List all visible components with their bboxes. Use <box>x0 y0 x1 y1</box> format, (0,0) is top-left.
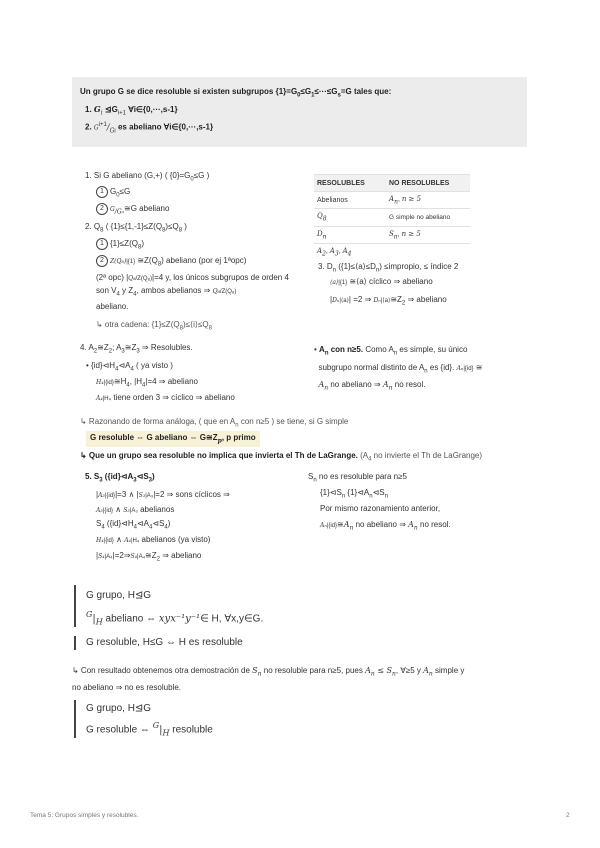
callout-1-line-2: $^G|_H$ abeliano ⇔ xyx⁻¹y⁻¹∈ H, ∀x,y∈G. <box>86 610 264 627</box>
callout-bar <box>74 700 76 738</box>
middle-highlight: G resoluble ⇔ G abeliano ⇔ $G≅Z_p$, p primo <box>86 431 260 447</box>
table-header: NO RESOLUBLES <box>386 175 470 192</box>
table-row: Abelianos $A_n$, n ≥ 5 <box>314 192 470 209</box>
left-item-2a: 1 $\{1\}\le Z(Q_8)$ <box>96 238 144 251</box>
left-item-1a: 1 $G_0\le G$ <box>96 186 130 199</box>
five-title: 5. $S_3$ $(\{id\}⊲A_3⊲S_3)$ <box>85 472 155 484</box>
definition-intro: Un grupo G se dice resoluble si existen subgrupos $\{1\}=G_0\le G_1\le\cdot\cdot\cdot\le G_s=G$ tales que: <box>80 87 392 99</box>
table-row: $Q_8$ G simple no abeliano <box>314 209 470 226</box>
left-item-4b: $H_4|\{id\}≅H_4$, $|H_4|=4$ ⇒ abeliano <box>96 377 198 389</box>
circle-two-icon: 2 <box>96 203 108 215</box>
left-item-2: 2. $Q_8$ ( $\{1\}\le\{1,-1\}\le Z(Q_8)\le Q_8$ ) <box>85 222 187 234</box>
callout-bar <box>74 585 76 627</box>
right-item-3b: |Dₙ|⟨a⟩| =2 ⇒ $D_n|⟨a⟩≅Z_2$ ⇒ abeliano <box>330 295 447 307</box>
middle-line-3: ↳ Que un grupo sea resoluble no implica que invierta el Th de LaGrange. ($A_4$ no invierte el Th de LaGrange) <box>80 451 483 463</box>
middle-line-1: ↳ Razonando de forma análoga, ( que en $A_n$ con n≥5 ) se tiene, si G simple <box>80 417 349 429</box>
resolubles-table <box>314 174 470 261</box>
definition-item-1: 1. $G_i$ $⊴G_{i+1}$ ∀i∈{0,···,s-1} <box>85 104 178 117</box>
left-item-2b: 2 Z(Q₈)|{1} $≅Z(Q_8)$ abeliano (por ej 1ªopc) <box>96 255 246 268</box>
sn-line-1: $S_n$ no es resoluble para n≥5 <box>308 472 407 484</box>
callout-4-line-2: G resoluble ⇔ $^G|_H$ resoluble <box>86 721 213 738</box>
left-item-2d: ↳ otra cadena: $\{1\}\le Z(Q_8)\le⟨i⟩\le Q_8$ <box>96 320 212 332</box>
circle-one-icon: 1 <box>96 238 108 250</box>
table-row: $D_n$ $S_n$, n ≥ 5 <box>314 226 470 243</box>
footer-title: Tema 5: Grupos simples y resolubles. <box>30 812 139 819</box>
left-item-1b: 2 $G_{/G_0}≅G$ abeliano <box>96 203 169 216</box>
sn-line-2: $\{1\}⊲S_n$ $\{1\}⊲A_n⊲S_n$ <box>320 488 388 500</box>
left-item-4c: A₄|H₄ tiene orden 3 ⇒ cíclico ⇒ abeliano <box>96 393 235 402</box>
five-line-d: $|S_4|A_4|=2\Rightarrow S_4|A_4≅Z_2$ ⇒ abeliano <box>96 551 202 563</box>
left-item-4: 4. $A_2≅Z_2$; $A_3≅Z_3$ ⇒ Resolubles. <box>80 343 193 355</box>
table-row: $A_2$, $A_3$, $A_4$ <box>314 244 470 261</box>
callout-4-line-1: G grupo, H⊴G <box>86 703 152 714</box>
callout-bar <box>74 636 76 650</box>
left-item-4a: • $\{id\}⊲H_4⊲A_4$ ( ya visto ) <box>86 361 173 373</box>
circle-two-icon: 2 <box>96 255 108 267</box>
left-item-1: 1. Si G abeliano (G,+) ( $\{0\}=G_0\le G$ ) <box>85 171 210 183</box>
right-an-block: • $A_n$ con n≥5. Como $A_n$ es simple, su único subgrupo normal distinto de $A_n$ es {id}. Aₙ|{id} ≅ $A_n$ no abeliano ⇒ $A_n$ no resol. <box>314 345 483 392</box>
sn-line-3: Por mismo razonamiento anterior, <box>320 504 441 513</box>
circle-one-icon: 1 <box>96 186 108 198</box>
definition-item-2: 2. $G^{i+1}/_{Gi}$ es abeliano ∀i∈{0,···,s-1} <box>85 122 214 135</box>
right-item-3a: ⟨a⟩|{1} ≅⟨a⟩ cíclico ⇒ abeliano <box>330 277 433 286</box>
sn-line-4: $A_n|\{id\}≅A_n$ no abeliano ⇒ $A_n$ no resol. <box>320 520 451 532</box>
five-line-c: H₄|{id} ∧ A₄|H₄ abelianos (ya visto) <box>96 535 211 544</box>
table-header: RESOLUBLES <box>314 175 386 192</box>
left-item-2c: (2ª opc) |Q₈/Z(Q₈)|=4 y, los únicos subgrupos de orden 4 son $V_4$ y $Z_4$, ambos abelianos ⇒ Q₈/Z(Q₈) abeliano. <box>96 273 289 311</box>
five-line-b: $S_4$ $(\{id\}⊲H_4⊲A_4⊲S_4)$ <box>96 519 171 531</box>
five-line-a: |A₃|{id}|=3 ∧ |S₃|A₃|=2 ⇒ sons cíclicos ⇒ A₃|{id} ∧ S₃|A₃ abelianos <box>96 490 230 514</box>
callout-2: G resoluble, H≤G ⇔ H es resoluble <box>86 637 243 648</box>
callout-1-line-1: G grupo, H⊴G <box>86 590 152 601</box>
right-item-3: 3. $D_n$ $(\{1\}\le⟨a⟩\le D_n)$ ≤impropio, ≤ índice 2 <box>318 262 459 274</box>
callout-3: ↳ Con resultado obtenemos otra demostración de $S_n$ no resoluble para n≥5, pues $A_n \le S_n$, ∀≥5 y $A_n$ simple y no abeliano ⇒ no es resoluble. <box>72 666 465 692</box>
page-number: 2 <box>566 812 570 819</box>
